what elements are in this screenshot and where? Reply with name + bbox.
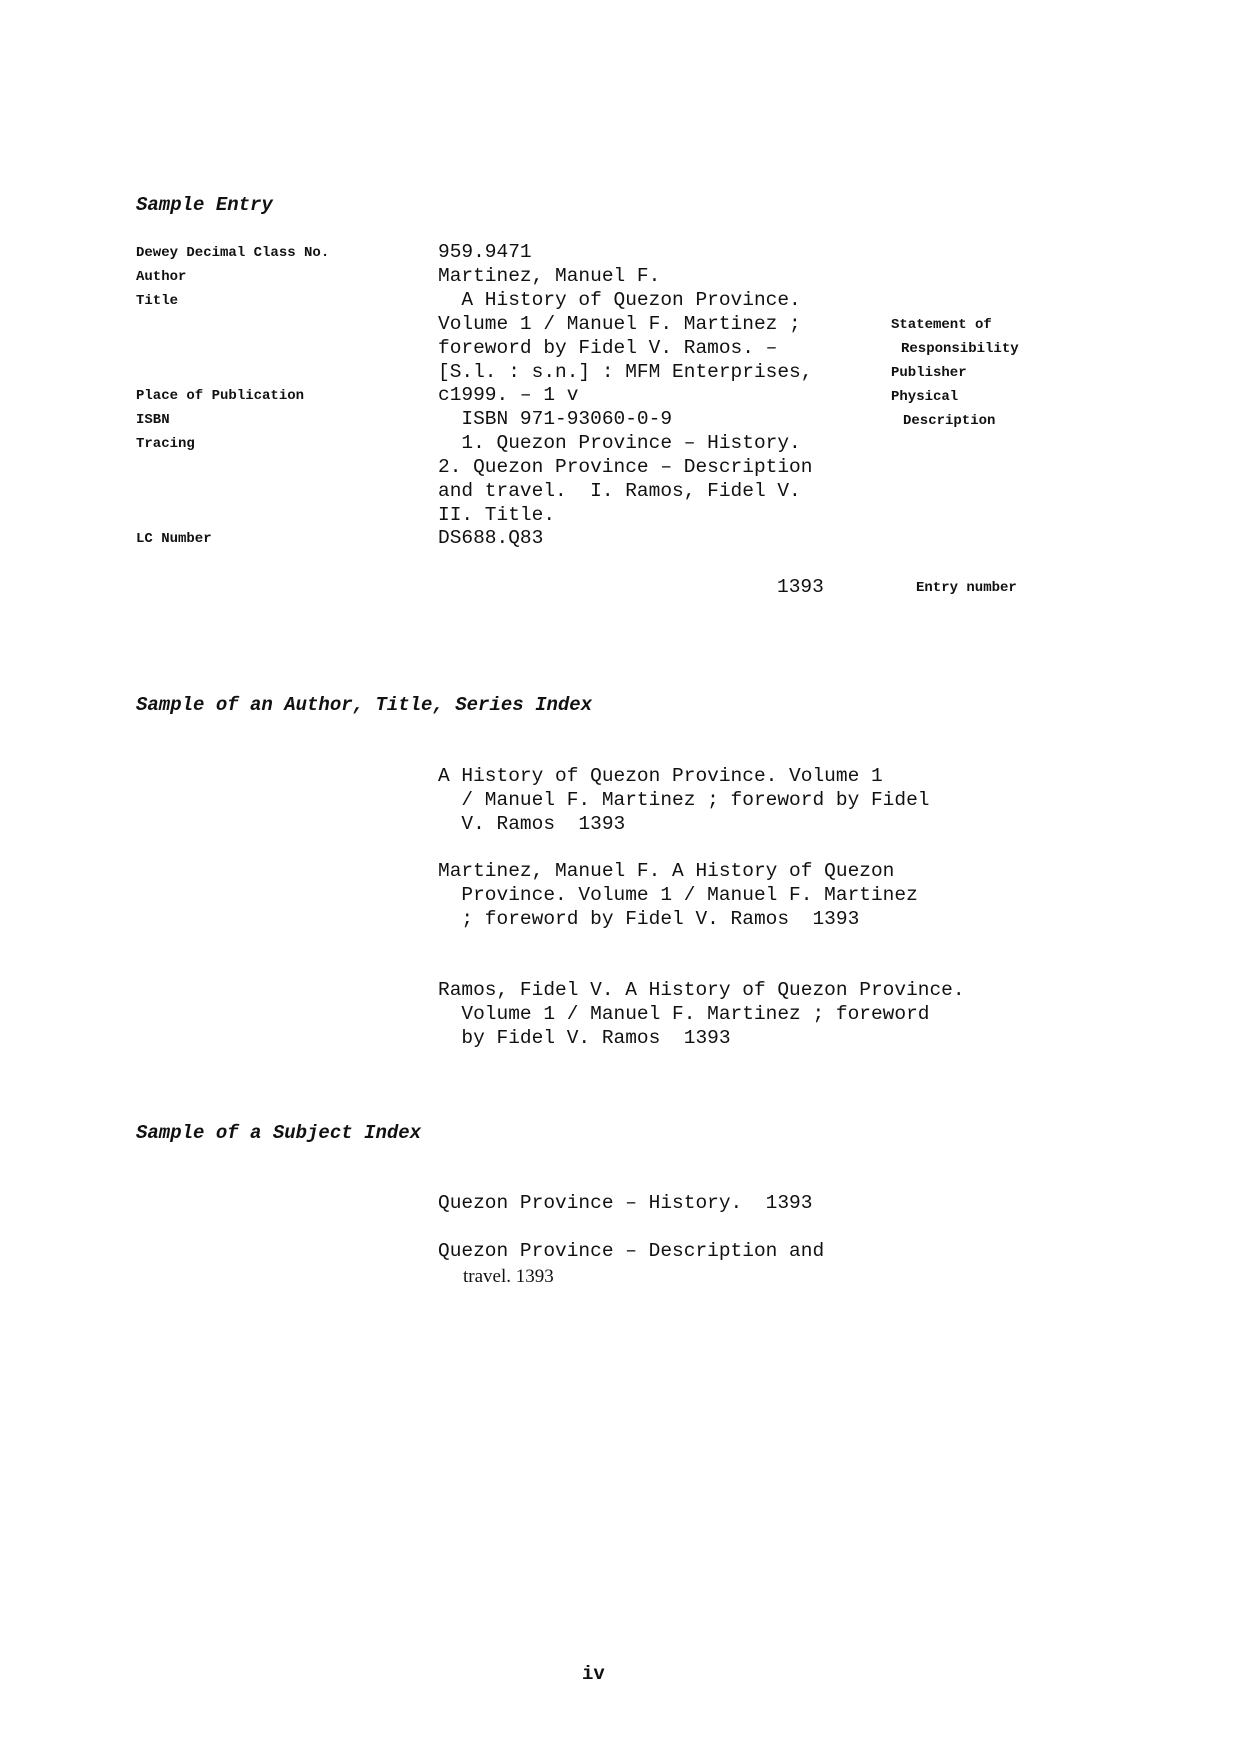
index-line: Martinez, Manuel F. A History of Quezon [438, 860, 895, 882]
entry-line: ISBN 971-93060-0-9 [438, 408, 673, 430]
index-line: by Fidel V. Ramos 1393 [438, 1027, 731, 1049]
author-index-heading: Sample of an Author, Title, Series Index [136, 694, 593, 716]
index-line: Province. Volume 1 / Manuel F. Martinez [438, 884, 918, 906]
index-line: A History of Quezon Province. Volume 1 [438, 765, 883, 787]
index-line: ; foreword by Fidel V. Ramos 1393 [438, 908, 860, 930]
subject-index-heading: Sample of a Subject Index [136, 1122, 422, 1144]
label-place: Place of Publication [136, 388, 305, 404]
subject-line: Quezon Province – Description and [438, 1240, 825, 1262]
index-line: Volume 1 / Manuel F. Martinez ; foreword [438, 1003, 930, 1025]
entry-line: II. Title. [438, 504, 556, 526]
label-title: Title [136, 293, 179, 309]
label-physical-2: Description [903, 413, 996, 429]
index-line: Ramos, Fidel V. A History of Quezon Province. [438, 979, 965, 1001]
label-entry-number: Entry number [916, 580, 1017, 596]
label-tracing: Tracing [136, 436, 195, 452]
entry-line: 1. Quezon Province – History. [438, 432, 801, 454]
entry-line: [S.l. : s.n.] : MFM Enterprises, [438, 361, 813, 383]
entry-line: Martinez, Manuel F. [438, 265, 661, 287]
label-statement-1: Statement of [891, 317, 992, 333]
entry-number: 1393 [777, 576, 824, 598]
index-line: / Manuel F. Martinez ; foreword by Fidel [438, 789, 930, 811]
label-statement-2: Responsibility [901, 341, 1019, 357]
entry-line: Volume 1 / Manuel F. Martinez ; [438, 313, 801, 335]
entry-line: c1999. – 1 v [438, 384, 579, 406]
entry-line: foreword by Fidel V. Ramos. – [438, 337, 778, 359]
entry-line: and travel. I. Ramos, Fidel V. [438, 480, 801, 502]
page-number: iv [582, 1663, 605, 1685]
label-dewey: Dewey Decimal Class No. [136, 245, 330, 261]
label-lc: LC Number [136, 531, 212, 547]
subject-line: travel. 1393 [463, 1266, 554, 1287]
label-isbn: ISBN [136, 412, 170, 428]
entry-line: 959.9471 [438, 241, 532, 263]
sample-entry-heading: Sample Entry [136, 194, 273, 216]
label-publisher: Publisher [891, 365, 967, 381]
entry-line: A History of Quezon Province. [438, 289, 801, 311]
subject-line: Quezon Province – History. 1393 [438, 1192, 813, 1214]
entry-line: 2. Quezon Province – Description [438, 456, 813, 478]
label-author: Author [136, 269, 187, 285]
index-line: V. Ramos 1393 [438, 813, 626, 835]
entry-line: DS688.Q83 [438, 527, 544, 549]
label-physical-1: Physical [891, 389, 959, 405]
